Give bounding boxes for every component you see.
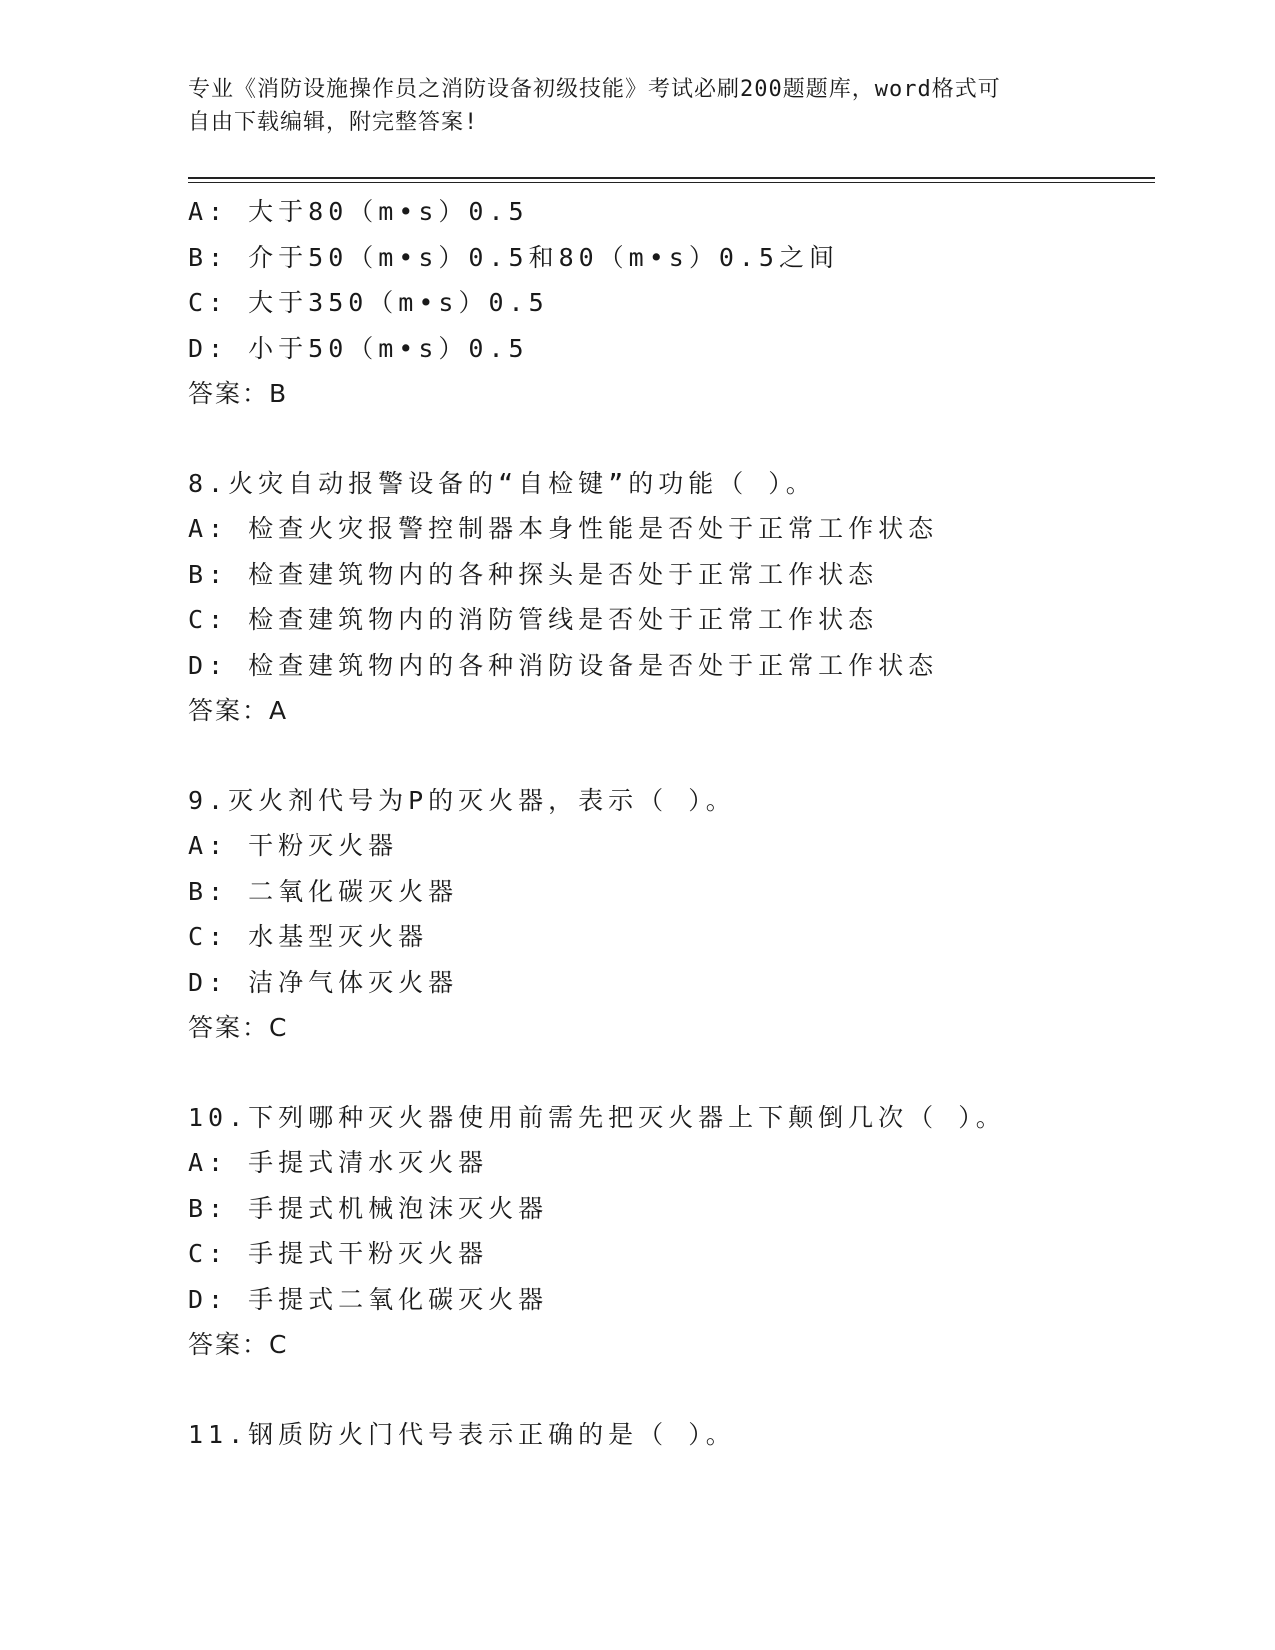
q8-option-d: D: 检查建筑物内的各种消防设备是否处于正常工作状态 xyxy=(188,650,939,680)
q7-option-b: B: 介于50（m•s）0.5和80（m•s）0.5之间 xyxy=(188,242,839,272)
question-7 xyxy=(188,189,1188,417)
q9-answer: 答案：C xyxy=(188,1013,289,1042)
q7-answer: 答案：B xyxy=(188,379,289,408)
q10-answer: 答案：C xyxy=(188,1330,289,1359)
q9-question-text: 9.灭火剂代号为P的灭火器，表示（ ）。 xyxy=(188,785,736,815)
spacer xyxy=(188,417,1188,461)
q10-option-d: D: 手提式二氧化碳灭火器 xyxy=(188,1284,549,1314)
q9-option-c: C: 水基型灭火器 xyxy=(188,922,429,951)
q8-answer: 答案：A xyxy=(188,696,289,725)
question-10 xyxy=(188,1095,1188,1368)
spacer xyxy=(188,1368,1188,1412)
q8-option-b: B: 检查建筑物内的各种探头是否处于正常工作状态 xyxy=(188,559,879,589)
header-line-2: 自由下载编辑，附完整答案! xyxy=(188,110,479,135)
document-header xyxy=(188,73,1068,139)
question-list xyxy=(188,189,1188,1457)
question-8 xyxy=(188,461,1188,734)
q7-option-d: D: 小于50（m•s）0.5 xyxy=(188,333,529,363)
q10-option-b: B: 手提式机械泡沫灭火器 xyxy=(188,1193,549,1223)
q8-question-text: 8.火灾自动报警设备的“自检键”的功能（ ）。 xyxy=(188,468,816,498)
q7-option-a: A: 大于80（m•s）0.5 xyxy=(188,197,529,226)
q10-option-c: C: 手提式干粉灭火器 xyxy=(188,1239,489,1268)
header-line-1: 专业《消防设施操作员之消防设备初级技能》考试必刷200题题库，word格式可 xyxy=(188,77,1001,102)
q8-option-a: A: 检查火灾报警控制器本身性能是否处于正常工作状态 xyxy=(188,514,939,543)
q11-question-text: 11.钢质防火门代号表示正确的是（ ）。 xyxy=(188,1419,736,1449)
question-11 xyxy=(188,1412,1188,1458)
q9-option-d: D: 洁净气体灭火器 xyxy=(188,967,459,997)
q7-option-c: C: 大于350（m•s）0.5 xyxy=(188,288,549,317)
q8-option-c: C: 检查建筑物内的消防管线是否处于正常工作状态 xyxy=(188,605,879,634)
spacer xyxy=(188,1051,1188,1095)
q10-option-a: A: 手提式清水灭火器 xyxy=(188,1148,489,1177)
spacer xyxy=(188,734,1188,778)
q10-question-text: 10.下列哪种灭火器使用前需先把灭火器上下颠倒几次（ ）。 xyxy=(188,1102,1006,1132)
header-divider xyxy=(188,177,1155,183)
q9-option-a: A: 干粉灭火器 xyxy=(188,831,399,860)
q9-option-b: B: 二氧化碳灭火器 xyxy=(188,876,459,906)
question-9 xyxy=(188,778,1188,1051)
